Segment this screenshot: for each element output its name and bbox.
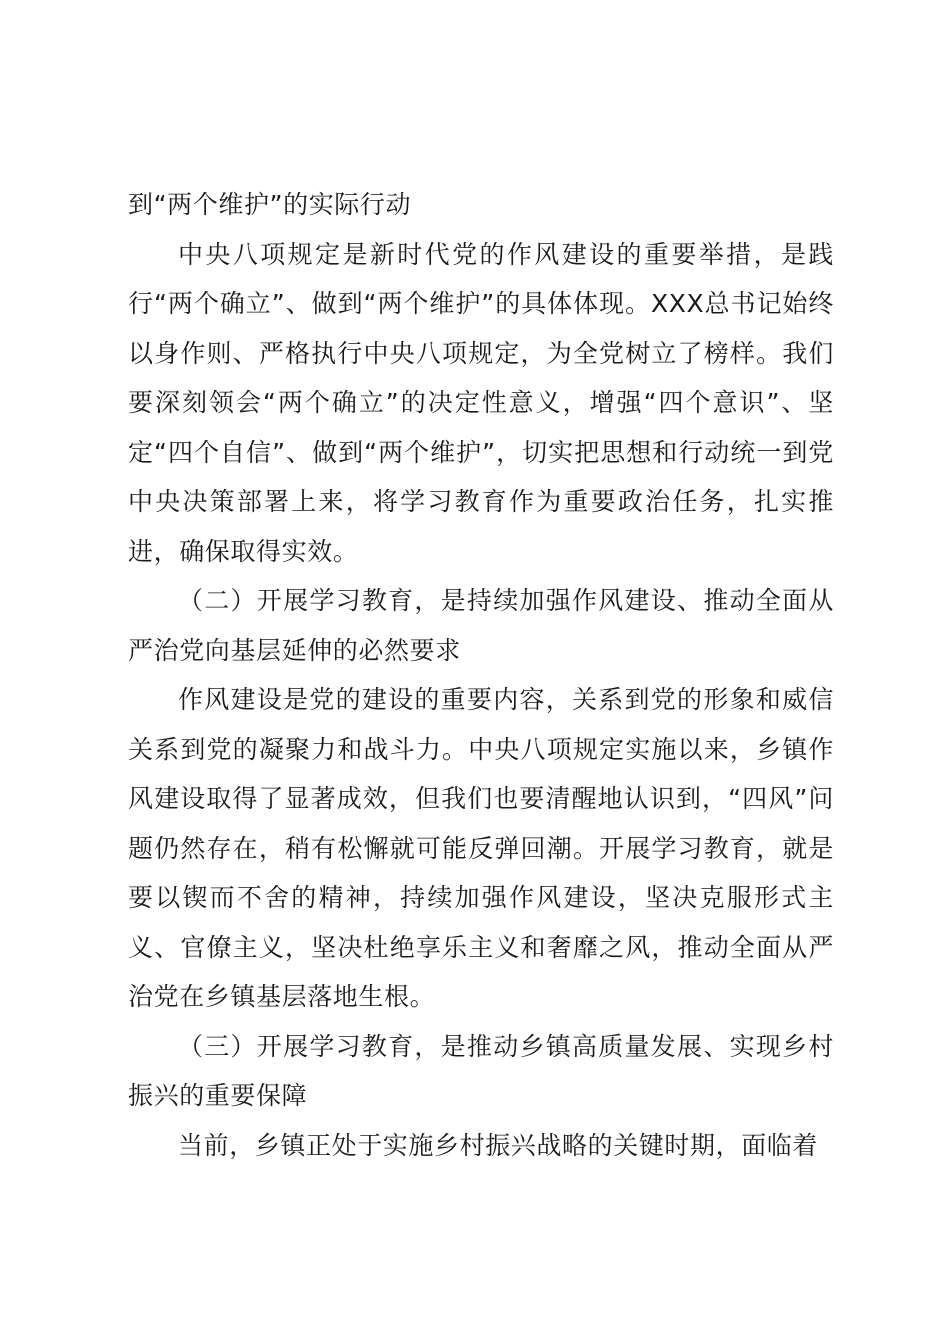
document-body	[128, 180, 834, 1170]
paragraph-rural-revitalization: 当前，乡镇正处于实施乡村振兴战略的关键时期，面临着	[178, 1130, 819, 1160]
section-heading-three: （三）开展学习教育，是推动乡镇高质量发展、实现乡村振兴的重要保障	[128, 1031, 834, 1110]
paragraph-work-style: 作风建设是党的建设的重要内容，关系到党的形象和威信关系到党的凝聚力和战斗力。中央八项规定实施以来，乡镇作风建设取得了显著成效，但我们也要清醒地认识到，“四风”问题仍然存在，稍有松懈就可能反弹回潮。开展学习教育，就是要以锲而不舍的精神，持续加强作风建设，坚决克服形式主义、官僚主义，坚决杜绝享乐主义和奢靡之风，推动全面从严治党在乡镇基层落地生根。	[128, 685, 834, 1011]
paragraph-eight-regulations: 中央八项规定是新时代党的作风建设的重要举措，是践行“两个确立”、做到“两个维护”的具体体现。XXX总书记始终以身作则、严格执行中央八项规定，为全党树立了榜样。我们要深刻领会“两个确立”的决定性意义，增强“四个意识”、坚定“四个自信”、做到“两个维护”，切实把思想和行动统一到党中央决策部署上来，将学习教育作为重要政治任务，扎实推进，确保取得实效。	[128, 239, 834, 566]
paragraph-continuation: 到“两个维护”的实际行动	[128, 190, 412, 219]
section-heading-two: （二）开展学习教育，是持续加强作风建设、推动全面从严治党向基层延伸的必然要求	[128, 586, 834, 665]
